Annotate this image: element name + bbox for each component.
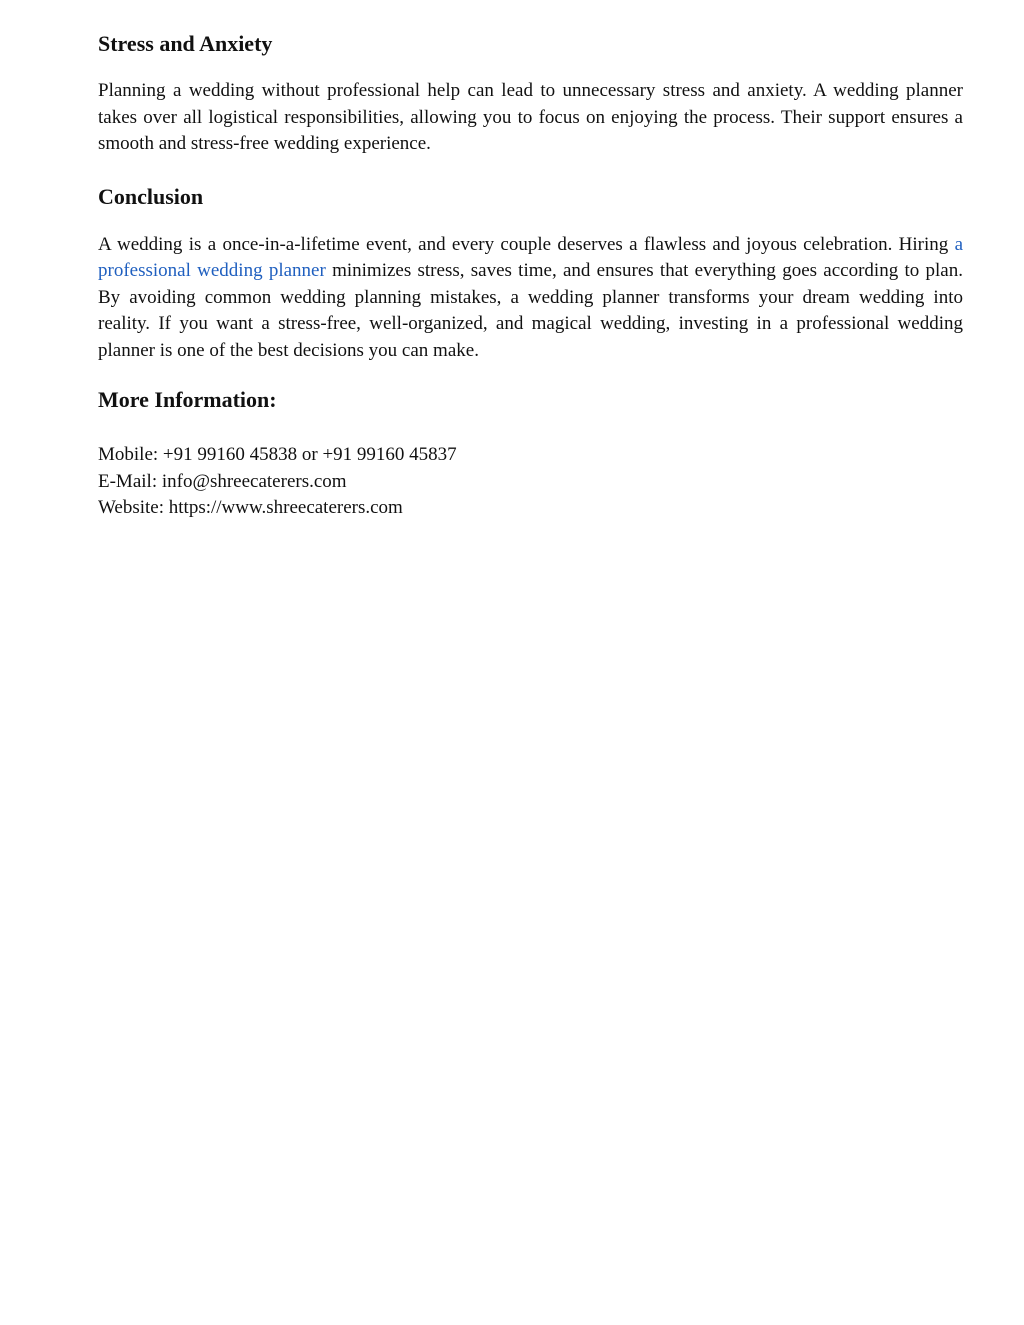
- more-information-heading: More Information:: [98, 387, 277, 412]
- email-line: E-Mail: info@shreecaterers.com: [98, 470, 347, 492]
- wedding-planner-link[interactable]: a professional wedding planner: [98, 233, 963, 281]
- conclusion-text-part2: minimizes stress, saves time, and ensures that everything goes according to plan. By avoiding common wedding planning mistakes, a wedding planner transforms your dream wedding into reality. If you want a stress-free, well-organized, and magical wedding, investing in a professional wedding planner is one of the best decisions you can make.: [98, 260, 963, 361]
- mobile-line: Mobile: +91 99160 45838 or +91 99160 45837: [98, 444, 457, 465]
- conclusion-paragraph: [98, 232, 963, 365]
- contact-block: [98, 442, 963, 522]
- stress-heading: Stress and Anxiety: [98, 31, 273, 56]
- website-line: Website: https://www.shreecaterers.com: [98, 497, 403, 518]
- document-page: [98, 28, 963, 522]
- conclusion-heading: Conclusion: [98, 183, 204, 209]
- conclusion-text-part1: A wedding is a once-in-a-lifetime event, and every couple deserves a flawless and joyous celebration. Hiring: [98, 233, 955, 255]
- stress-paragraph: Planning a wedding without professional help can lead to unnecessary stress and anxiety. A wedding planner takes over all logistical responsibilities, allowing you to focus on enjoying the process. Their support ensures a smooth and stress-free wedding experience.: [98, 80, 963, 154]
